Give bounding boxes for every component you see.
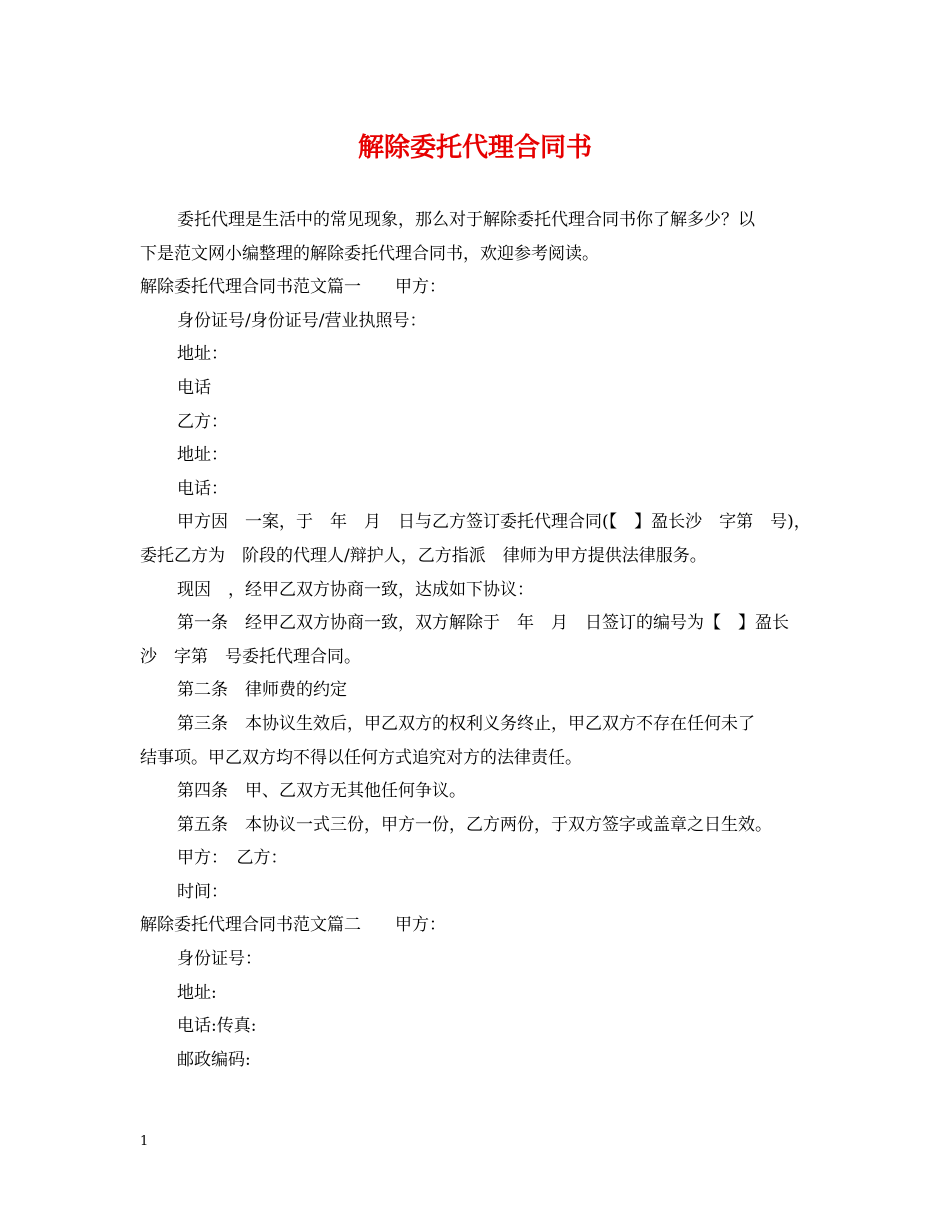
text-line: 时间： (177, 881, 228, 902)
text-line: 第一条 经甲乙双方协商一致，双方解除于 年 月 日签订的编号为【 】盈长 (177, 613, 789, 634)
text-line: 乙方： (177, 411, 228, 432)
text-line: 结事项。甲乙双方均不得以任何方式追究对方的法律责任。 (140, 747, 582, 768)
document-title: 解除委托代理合同书 (357, 133, 592, 163)
document-body (140, 204, 812, 1077)
text-line: 甲方： 乙方： (177, 848, 288, 869)
text-line: 沙 字第 号委托代理合同。 (140, 646, 361, 667)
text-line: 第三条 本协议生效后，甲乙双方的权利义务终止，甲乙双方不存在任何未了 (177, 713, 755, 734)
text-line: 电话 (177, 377, 211, 398)
text-line: 地址： (177, 344, 228, 365)
text-line: 下是范文网小编整理的解除委托代理合同书，欢迎参考阅读。 (140, 243, 599, 264)
text-line: 解除委托代理合同书范文篇一 甲方： (140, 277, 446, 298)
text-line: 第四条 甲、乙双方无其他任何争议。 (177, 781, 466, 802)
text-line: 地址： (177, 445, 228, 466)
text-line: 地址: (177, 982, 217, 1003)
text-line: 委托代理是生活中的常见现象，那么对于解除委托代理合同书你了解多少？以 (177, 210, 755, 230)
text-line: 现因 ，经甲乙双方协商一致，达成如下协议： (177, 579, 534, 600)
text-line: 解除委托代理合同书范文篇二 甲方： (140, 915, 446, 936)
text-line: 第二条 律师费的约定 (177, 680, 347, 701)
text-line: 身份证号/身份证号/营业执照号： (177, 310, 427, 331)
text-line: 电话： (177, 478, 228, 499)
text-line: 邮政编码: (177, 1049, 251, 1070)
text-line: 第五条 本协议一式三份，甲方一份，乙方两份，于双方签字或盖章之日生效。 (177, 814, 772, 835)
text-line: 委托乙方为 阶段的代理人/辩护人，乙方指派 律师为甲方提供法律服务。 (140, 545, 707, 566)
text-line: 电话:传真: (177, 1016, 257, 1037)
text-line: 身份证号： (177, 949, 262, 970)
text-line: 甲方因 一案，于 年 月 日与乙方签订委托代理合同(【 】盈长沙 字第 号)， (177, 512, 811, 533)
page-number: 1 (140, 1134, 149, 1149)
